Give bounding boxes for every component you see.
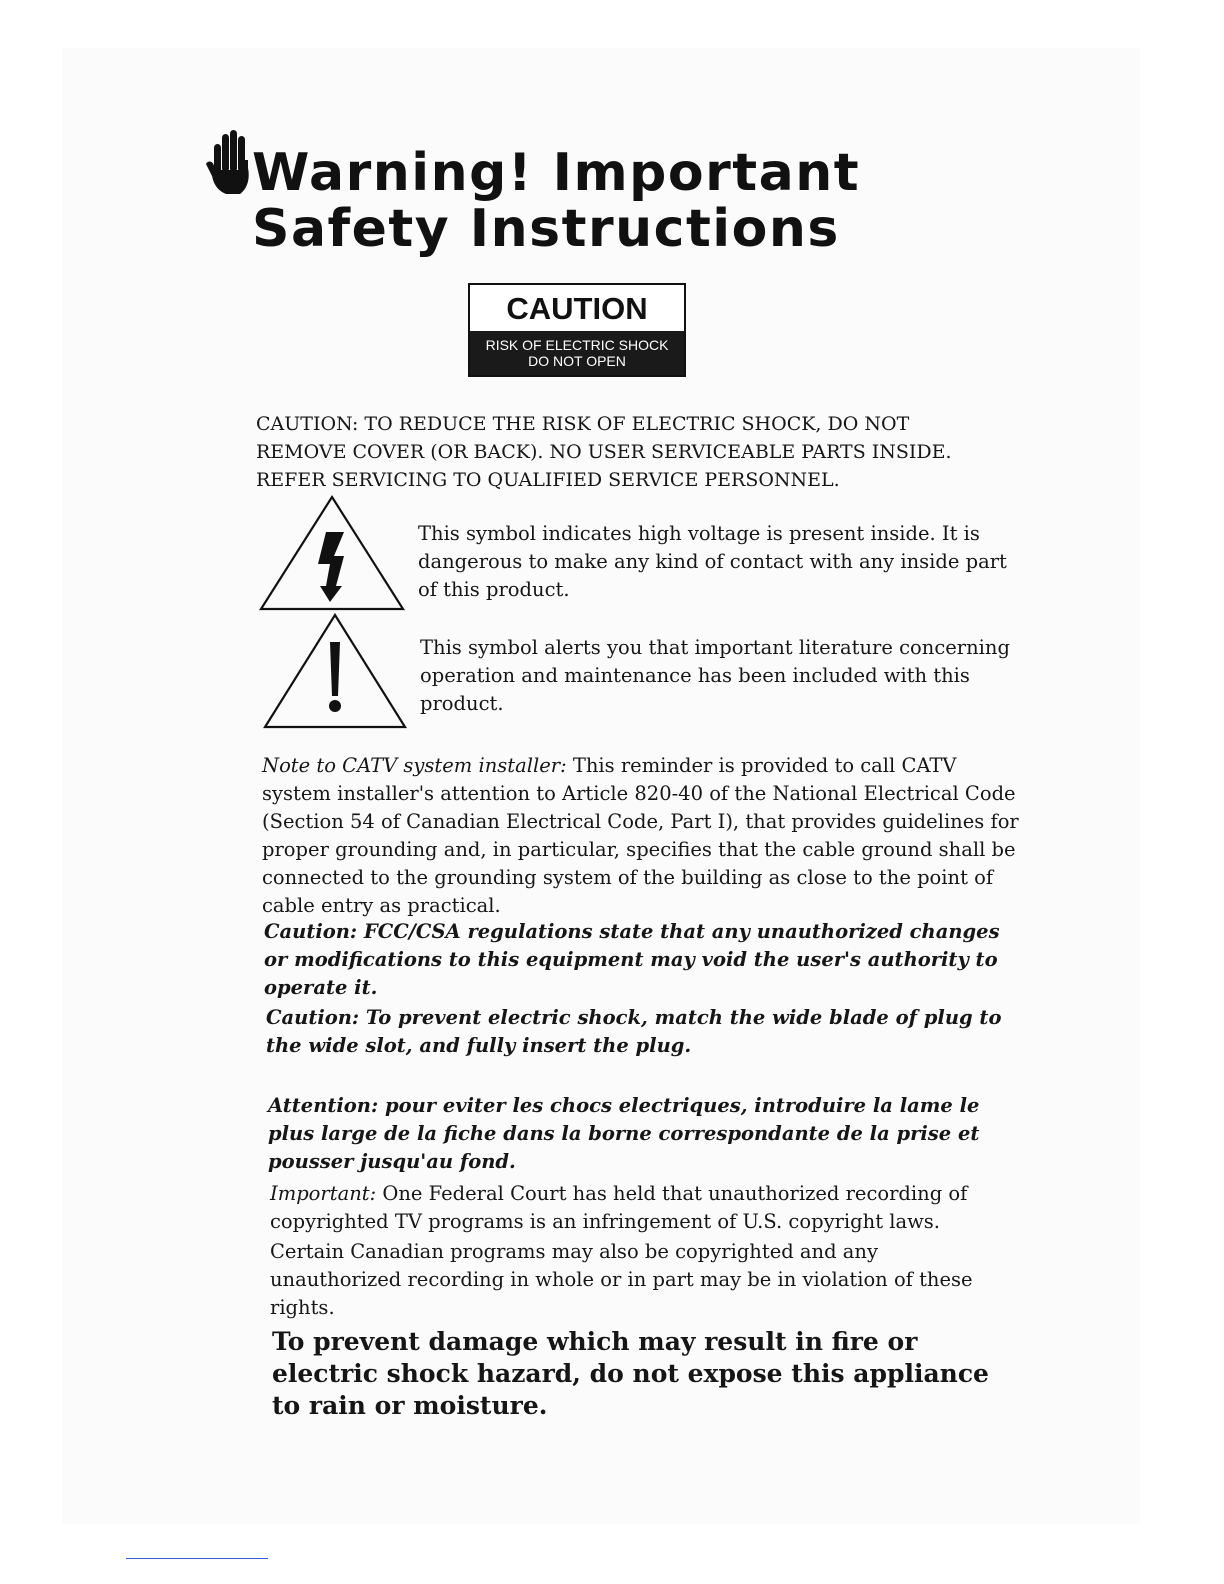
caution-label <box>468 283 686 377</box>
high-voltage-warning-icon <box>258 494 406 612</box>
moisture-warning: To prevent damage which may result in fire or electric shock hazard, do not expose this appliance to rain or moisture. <box>272 1327 989 1420</box>
high-voltage-description: This symbol indicates high voltage is present inside. It is dangerous to make any kind of contact with any inside part of this product. <box>418 522 1007 601</box>
catv-note-body: This reminder is provided to call CATV system installer's attention to Article 820-40 of the National Electrical Code (Section 54 of Canadian Electrical Code, Part I), that provides guidelines for proper grounding and, in particular, specifies that the cable ground shall be connected to the grounding system of the building as close to the point of cable entry as practical. <box>262 754 1019 917</box>
hand-stop-icon <box>204 130 254 196</box>
caution-label-line-1: RISK OF ELECTRIC SHOCK <box>485 337 669 353</box>
exclamation-warning-icon <box>262 612 408 730</box>
caution-notice-line-1: CAUTION: TO REDUCE THE RISK OF ELECTRIC SHOCK, DO NOT <box>256 413 910 435</box>
caution-label-title: CAUTION <box>506 291 648 326</box>
caution-label-line-2: DO NOT OPEN <box>528 353 626 369</box>
caution-notice-line-3: REFER SERVICING TO QUALIFIED SERVICE PERSONNEL. <box>256 469 840 491</box>
caution-notice <box>256 410 956 494</box>
important-note-body-1: One Federal Court has held that unauthorized recording of copyrighted TV programs is an infringement of U.S. copyright laws. <box>270 1182 968 1233</box>
caution-label-subtext <box>470 331 684 375</box>
title-line-2: Safety Instructions <box>252 199 840 259</box>
literature-description: This symbol alerts you that important literature concerning operation and maintenance has been included with this product. <box>420 636 1010 715</box>
caution-notice-line-2: REMOVE COVER (OR BACK). NO USER SERVICEABLE PARTS INSIDE. <box>256 441 952 463</box>
fcc-csa-caution: Caution: FCC/CSA regulations state that any unauthorized changes or modifications to this equipment may void the user's authority to operate it. <box>264 920 1000 999</box>
important-note-body-2: Certain Canadian programs may also be copyrighted and any unauthorized recording in whole or in part may be in violation of these rights. <box>270 1240 973 1319</box>
plug-caution: Caution: To prevent electric shock, match the wide blade of plug to the wide slot, and fully insert the plug. <box>266 1006 1002 1057</box>
catv-note-lead: Note to CATV system installer: <box>262 754 567 777</box>
title-line-1: Warning! Important <box>252 143 861 203</box>
copyright-important-note <box>270 1180 990 1322</box>
important-note-lead: Important: <box>270 1182 377 1205</box>
catv-installer-note <box>262 752 1022 920</box>
bottom-divider <box>126 1558 268 1559</box>
french-attention-note: Attention: pour eviter les chocs electriques, introduire la lame le plus large de la fiche dans la borne correspondante de la prise et pousser jusqu'au fond. <box>268 1094 980 1173</box>
